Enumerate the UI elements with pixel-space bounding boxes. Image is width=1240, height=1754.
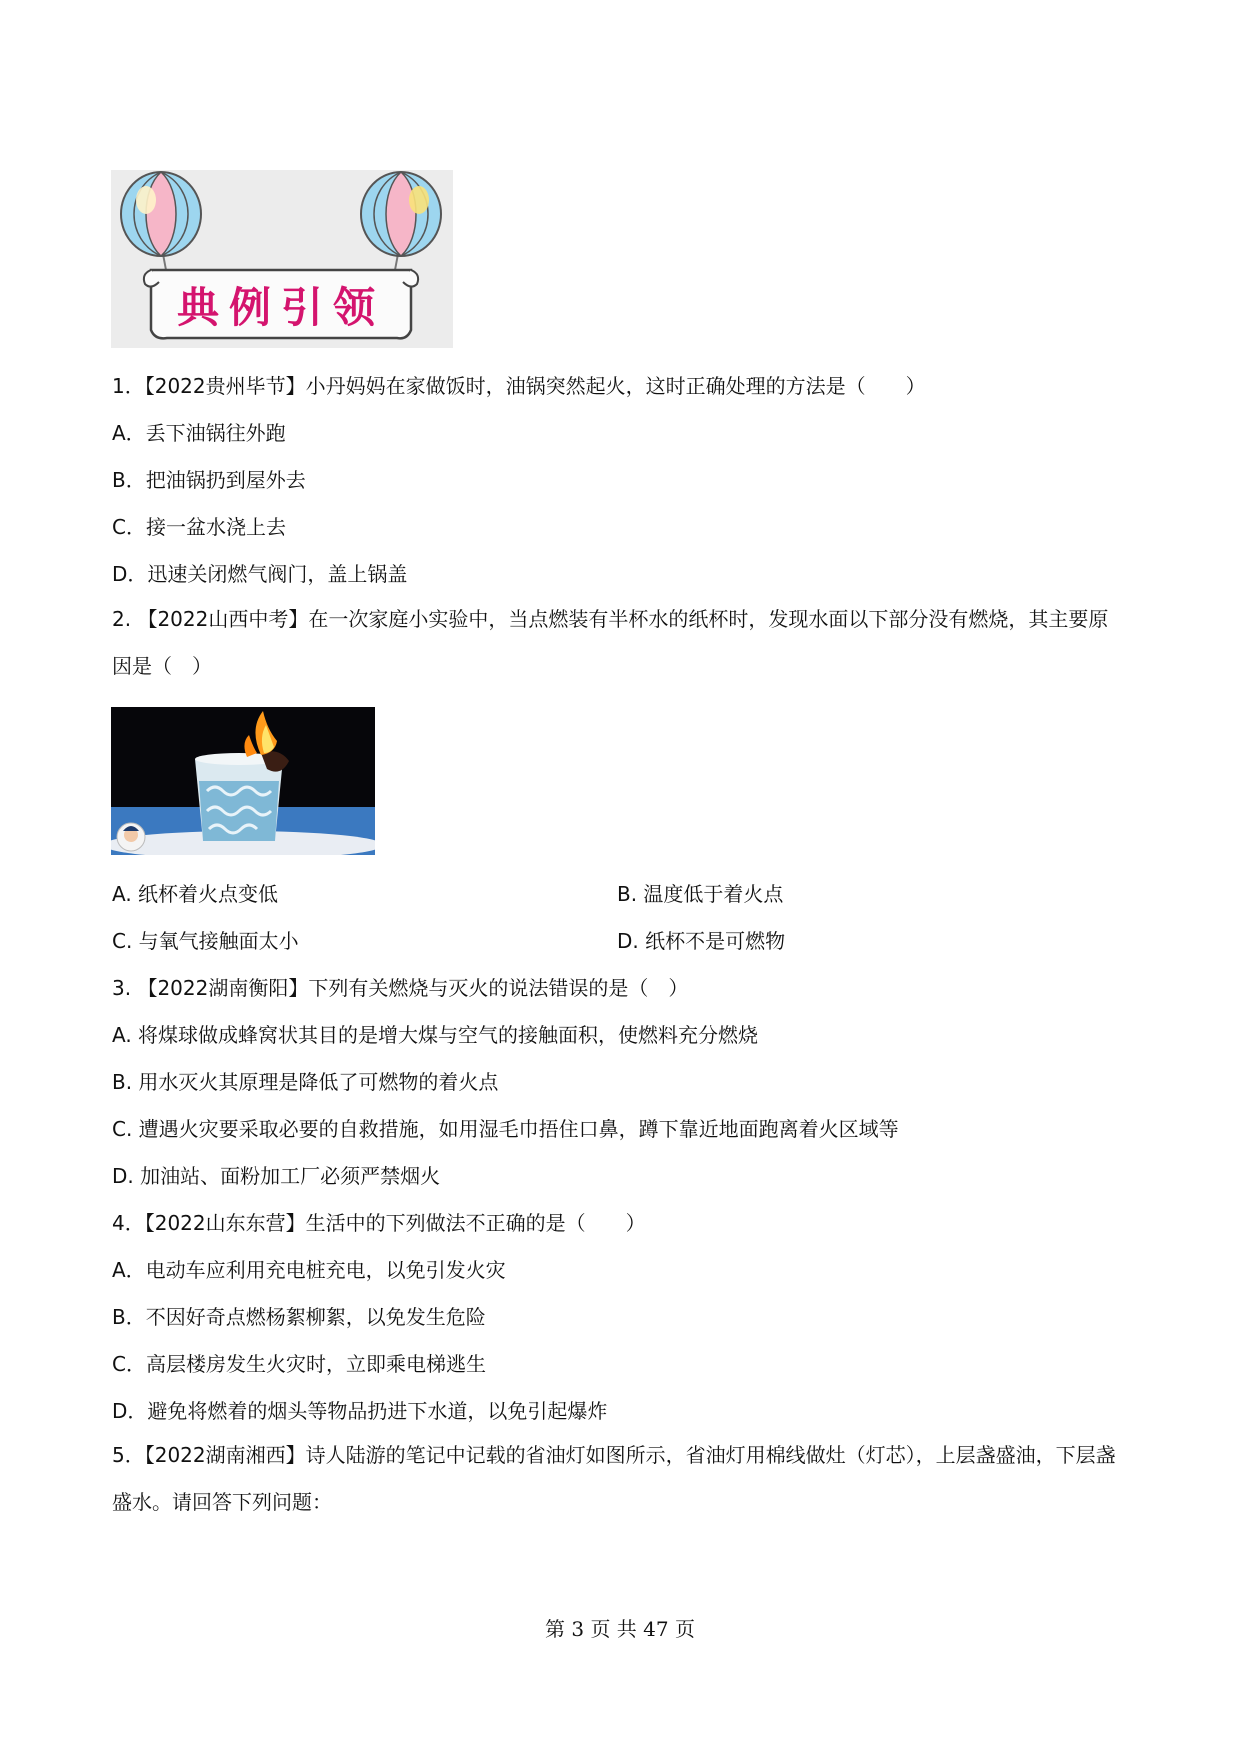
question-3-option-d: D. 加油站、面粉加工厂必须严禁烟火 [112, 1164, 441, 1188]
question-3-stem: 3. 【2022湖南衡阳】下列有关燃烧与灭火的说法错误的是（ ） [112, 976, 689, 1000]
question-1-option-d: D．迅速关闭燃气阀门，盖上锅盖 [112, 562, 408, 586]
question-4-option-c: C．高层楼房发生火灾时，立即乘电梯逃生 [112, 1352, 486, 1376]
burning-paper-cup-photo [111, 707, 375, 855]
question-1-option-b: B．把油锅扔到屋外去 [112, 468, 306, 492]
question-2-option-c: C. 与氧气接触面太小 [112, 929, 299, 953]
question-2-option-d: D. 纸杯不是可燃物 [617, 929, 786, 953]
question-4-option-b: B．不因好奇点燃杨絮柳絮，以免发生危险 [112, 1305, 486, 1329]
page-number-footer: 第 3 页 共 47 页 [545, 1617, 695, 1641]
question-3-option-c: C. 遭遇火灾要采取必要的自救措施，如用湿毛巾捂住口鼻，蹲下靠近地面跑离着火区域等 [112, 1117, 899, 1141]
question-4-option-a: A．电动车应利用充电桩充电，以免引发火灾 [112, 1258, 506, 1282]
question-2-option-a: A. 纸杯着火点变低 [112, 882, 279, 906]
banner-title: 典例引领 [176, 283, 385, 332]
question-3-option-a: A. 将煤球做成蜂窝状其目的是增大煤与空气的接触面积，使燃料充分燃烧 [112, 1023, 759, 1047]
question-2-stem: 2. 【2022山西中考】在一次家庭小实验中，当点燃装有半杯水的纸杯时，发现水面以下部分没有燃烧，其主要原因是（ ） [112, 607, 1109, 678]
section-banner [111, 170, 453, 348]
question-4-stem: 4．【2022山东东营】生活中的下列做法不正确的是（ ） [112, 1211, 646, 1235]
question-1-option-c: C．接一盆水浇上去 [112, 515, 286, 539]
question-1-stem: 1．【2022贵州毕节】小丹妈妈在家做饭时，油锅突然起火，这时正确处理的方法是（ ） [112, 374, 926, 398]
question-3-option-b: B. 用水灭火其原理是降低了可燃物的着火点 [112, 1070, 499, 1094]
question-2-option-b: B. 温度低于着火点 [617, 882, 784, 906]
question-1-option-a: A．丢下油锅往外跑 [112, 421, 286, 445]
question-5-stem: 5．【2022湖南湘西】诗人陆游的笔记中记载的省油灯如图所示，省油灯用棉线做灶（灯芯），上层盏盛油，下层盏盛水。请回答下列问题： [112, 1443, 1116, 1514]
question-4-option-d: D．避免将燃着的烟头等物品扔进下水道，以免引起爆炸 [112, 1399, 608, 1423]
